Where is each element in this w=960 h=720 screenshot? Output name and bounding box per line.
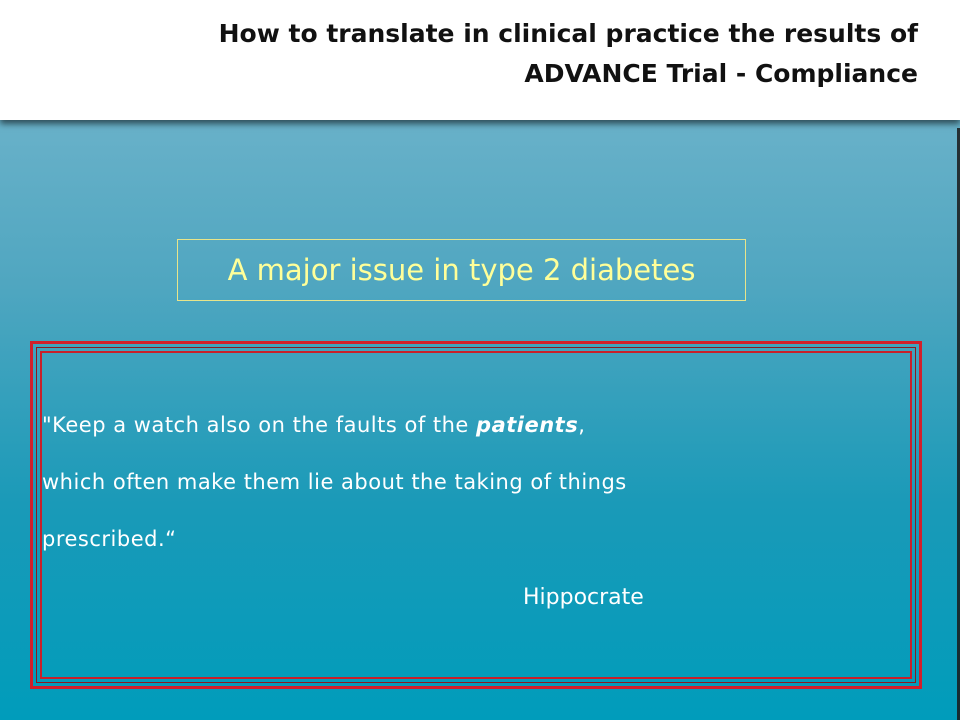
quote-frame [30,341,922,689]
quote-frame-inner [40,351,912,679]
quote-attribution: Hippocrate [523,585,644,610]
quote-emphasis: patients [476,413,579,437]
subtitle-text: A major issue in type 2 diabetes [227,253,696,287]
quote-line-3: prescribed.“ [42,527,177,551]
subtitle-box [177,239,746,301]
quote-line-1 [42,413,585,437]
quote-line-2: which often make them lie about the taking of things [42,470,627,494]
slide-title [98,14,918,94]
quote-line-1-end: , [578,413,586,437]
quote-line-1-start: "Keep a watch also on the faults of the [42,413,477,437]
header-bar [0,0,960,120]
slide-title-line-2: ADVANCE Trial - Compliance [524,59,918,88]
slide-title-line-1: How to translate in clinical practice the results of [218,19,918,48]
